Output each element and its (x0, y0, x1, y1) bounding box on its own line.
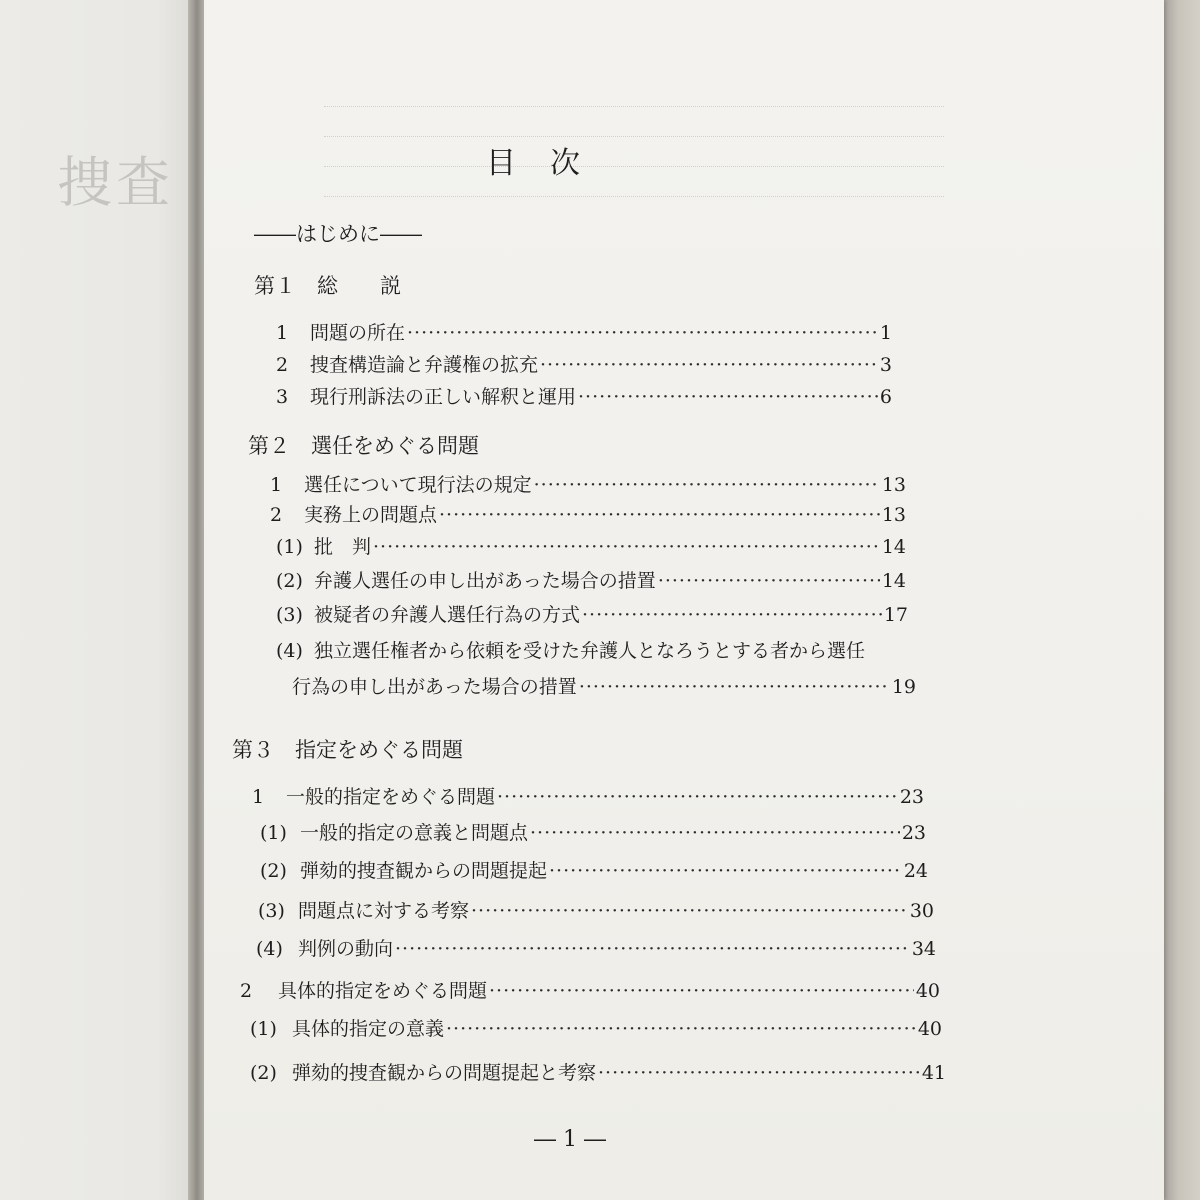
entry-number: (4) (276, 640, 303, 662)
toc-entry (276, 566, 906, 594)
leader-dots (471, 900, 908, 922)
toc-entry (258, 896, 934, 924)
toc-entry (276, 318, 892, 346)
page-number: 40 (917, 1018, 942, 1040)
show-through-line (324, 182, 944, 197)
leader-dots (598, 1062, 920, 1084)
entry-title: 現行刑訴法の正しい解釈と運用 (310, 386, 577, 408)
entry-title: 弁護人選任の申し出があった場合の措置 (314, 570, 656, 592)
leader-dots (530, 822, 900, 844)
toc-entry (250, 1014, 942, 1042)
intro-heading: ――はじめに―― (254, 222, 422, 246)
toc-entry (276, 636, 916, 664)
page-number: 23 (899, 786, 924, 808)
page-number: 14 (881, 536, 906, 558)
entry-number: 1 (252, 786, 265, 808)
page-number: 23 (901, 822, 926, 844)
toc-entry (270, 500, 906, 528)
entry-number: 2 (270, 504, 283, 526)
entry-title: 問題点に対する考察 (298, 900, 470, 922)
show-through-line (324, 92, 944, 107)
entry-number: (1) (276, 536, 303, 558)
toc-entry (260, 856, 928, 884)
leader-dots (658, 570, 880, 592)
page-number: 14 (881, 570, 906, 592)
toc-entry (292, 672, 916, 700)
toc-entry (256, 934, 936, 962)
entry-number: (3) (258, 900, 285, 922)
entry-number: (1) (250, 1018, 277, 1040)
page-number: 34 (911, 938, 936, 960)
entry-number: 1 (276, 322, 289, 344)
toc-entry (250, 1058, 946, 1086)
page-number: 19 (891, 676, 916, 698)
entry-title: 判例の動向 (298, 938, 394, 960)
leader-dots (534, 474, 880, 496)
entry-number: 2 (240, 980, 253, 1002)
entry-title: 弾劾的捜査観からの問題提起 (300, 860, 548, 882)
leader-dots (407, 322, 878, 344)
leader-dots (579, 676, 890, 698)
entry-number: (2) (276, 570, 303, 592)
toc-entry (270, 470, 906, 498)
page-number: 6 (879, 386, 892, 408)
toc-entry (240, 976, 940, 1004)
entry-title: 批 判 (314, 536, 372, 558)
page-number: 41 (921, 1062, 946, 1084)
toc-entry (276, 600, 908, 628)
entry-title: 実務上の問題点 (304, 504, 438, 526)
page-folio: ― 1 ― (534, 1127, 606, 1152)
entry-title: 具体的指定をめぐる問題 (278, 980, 488, 1002)
chapter-heading: 第１ 総 説 (254, 274, 401, 298)
entry-title: 選任について現行法の規定 (304, 474, 532, 496)
show-through-line (324, 152, 944, 167)
leader-dots (439, 504, 880, 526)
left-facing-page (0, 0, 196, 1200)
page-title: 目 次 (486, 146, 582, 181)
entry-title: 被疑者の弁護人選任行為の方式 (314, 604, 581, 626)
entry-number: 3 (276, 386, 289, 408)
entry-number: 1 (270, 474, 283, 496)
page-number: 1 (879, 322, 892, 344)
entry-title: 一般的指定をめぐる問題 (286, 786, 496, 808)
toc-entry (276, 532, 906, 560)
entry-number: (3) (276, 604, 303, 626)
entry-title: 一般的指定の意義と問題点 (300, 822, 529, 844)
entry-number: (2) (250, 1062, 277, 1084)
entry-number: (4) (256, 938, 283, 960)
toc-entry (260, 818, 926, 846)
leader-dots (549, 860, 902, 882)
page-edge-stack (1164, 0, 1200, 1200)
entry-number: (1) (260, 822, 287, 844)
page-number: 40 (915, 980, 940, 1002)
leader-dots (395, 938, 910, 960)
entry-title: 独立選任権者から依頼を受けた弁護人となろうとする者から選任 (314, 640, 866, 662)
page-number: 13 (881, 504, 906, 526)
page-number: 17 (883, 604, 908, 626)
toc-entry (276, 382, 892, 410)
leader-dots (540, 354, 878, 376)
entry-title: 問題の所在 (310, 322, 406, 344)
leader-dots (489, 980, 914, 1002)
entry-title: 具体的指定の意義 (292, 1018, 445, 1040)
leader-dots (446, 1018, 916, 1040)
toc-entry (252, 782, 924, 810)
page-number: 3 (879, 354, 892, 376)
show-through-line (324, 122, 944, 137)
leader-dots (373, 536, 880, 558)
leader-dots (497, 786, 898, 808)
left-page-title-fragment: 捜査 (58, 151, 174, 214)
toc-entry (276, 350, 892, 378)
entry-number: 2 (276, 354, 289, 376)
entry-number: (2) (260, 860, 287, 882)
leader-dots (582, 604, 882, 626)
entry-title: 捜査構造論と弁護権の拡充 (310, 354, 539, 376)
page-number: 13 (881, 474, 906, 496)
chapter-heading: 第２ 選任をめぐる問題 (248, 434, 479, 458)
toc-page (204, 0, 1164, 1200)
chapter-heading: 第３ 指定をめぐる問題 (232, 738, 463, 762)
page-number: 30 (909, 900, 934, 922)
entry-title: 弾劾的捜査観からの問題提起と考察 (292, 1062, 597, 1084)
leader-dots (578, 386, 878, 408)
entry-title: 行為の申し出があった場合の措置 (292, 676, 577, 698)
page-number: 24 (903, 860, 928, 882)
